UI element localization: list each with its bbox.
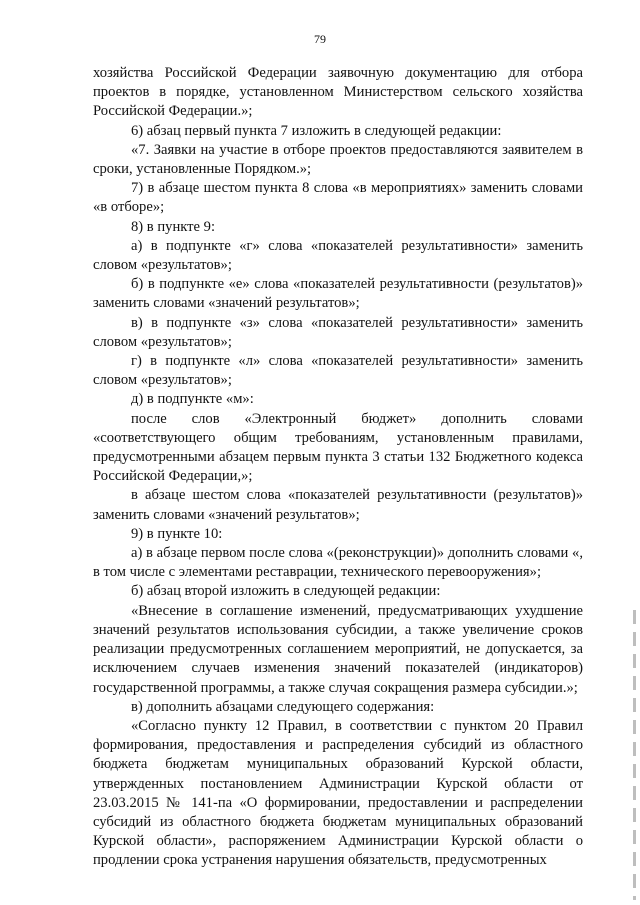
paragraph: 6) абзац первый пункта 7 изложить в следующей редакции: [131,122,502,139]
page-number: 79 [314,32,326,46]
scan-edge-mark [633,610,636,900]
paragraph: «7. Заявки на участие в отборе проектов предоставляются заявителем в сроки, установленные Порядком.»; [93,141,583,178]
paragraph: в) в подпункте «з» слова «показателей результативности» заменить словом «результатов»; [93,314,583,350]
paragraph: 7) в абзаце шестом пункта 8 слова «в мероприятиях» заменить словами «в отборе»; [93,180,583,216]
paragraph: в) дополнить абзацами следующего содержания: [131,698,435,715]
paragraph: а) в подпункте «г» слова «показателей результативности» заменить словом «результатов»; [93,237,583,274]
paragraph: 8) в пункте 9: [131,218,216,235]
document-body [93,64,583,871]
paragraph: 9) в пункте 10: [131,525,223,542]
paragraph: б) абзац второй изложить в следующей редакции: [131,583,441,600]
paragraph: б) в подпункте «е» слова «показателей результативности (результатов)» заменить словами «значений результатов»; [93,276,583,312]
paragraph: хозяйства Российской Федерации заявочную документацию для отбора проектов в порядке, установленном Министерством сельского хозяйства Российской Федерации.»; [93,65,583,120]
paragraph: «Согласно пункту 12 Правил, в соответствии с пунктом 20 Правил формирования, предоставления и распределения субсидий из областного бюджета бюджетам муниципальных образований Курской области, утвержденных постановлением Администрации Курской области от 23.03.2015 № 141-па «О формировании, предоставлении и распределении субсидий из областного бюджета бюджетам муниципальных образований Курской области», распоряжением Администрации Курской области о продлении срока устранения нарушения обязательств, предусмотренных [93,717,583,869]
paragraph: в абзаце шестом слова «показателей результативности (результатов)» заменить словами «значений результатов»; [93,487,583,523]
paragraph: после слов «Электронный бюджет» дополнить словами «соответствующего общим требованиям, установленным правилами, предусмотренными абзацем первым пункта 3 статьи 132 Бюджетного кодекса Российской Федерации,»; [93,410,583,485]
paragraph: а) в абзаце первом после слова «(реконструкции)» дополнить словами «, в том числе с элементами реставрации, технического перевооружения»; [93,545,583,581]
paragraph: «Внесение в соглашение изменений, предусматривающих ухудшение значений результатов использования субсидии, а также увеличение сроков реализации предусмотренных соглашением мероприятий, не допускается, за исключением случаев изменения значений показателей (индикаторов) государственной программы, а также случая сокращения размера субсидии.»; [93,602,583,696]
paragraph: г) в подпункте «л» слова «показателей результативности» заменить словом «результатов»; [93,353,583,389]
paragraph: д) в подпункте «м»: [131,391,254,408]
